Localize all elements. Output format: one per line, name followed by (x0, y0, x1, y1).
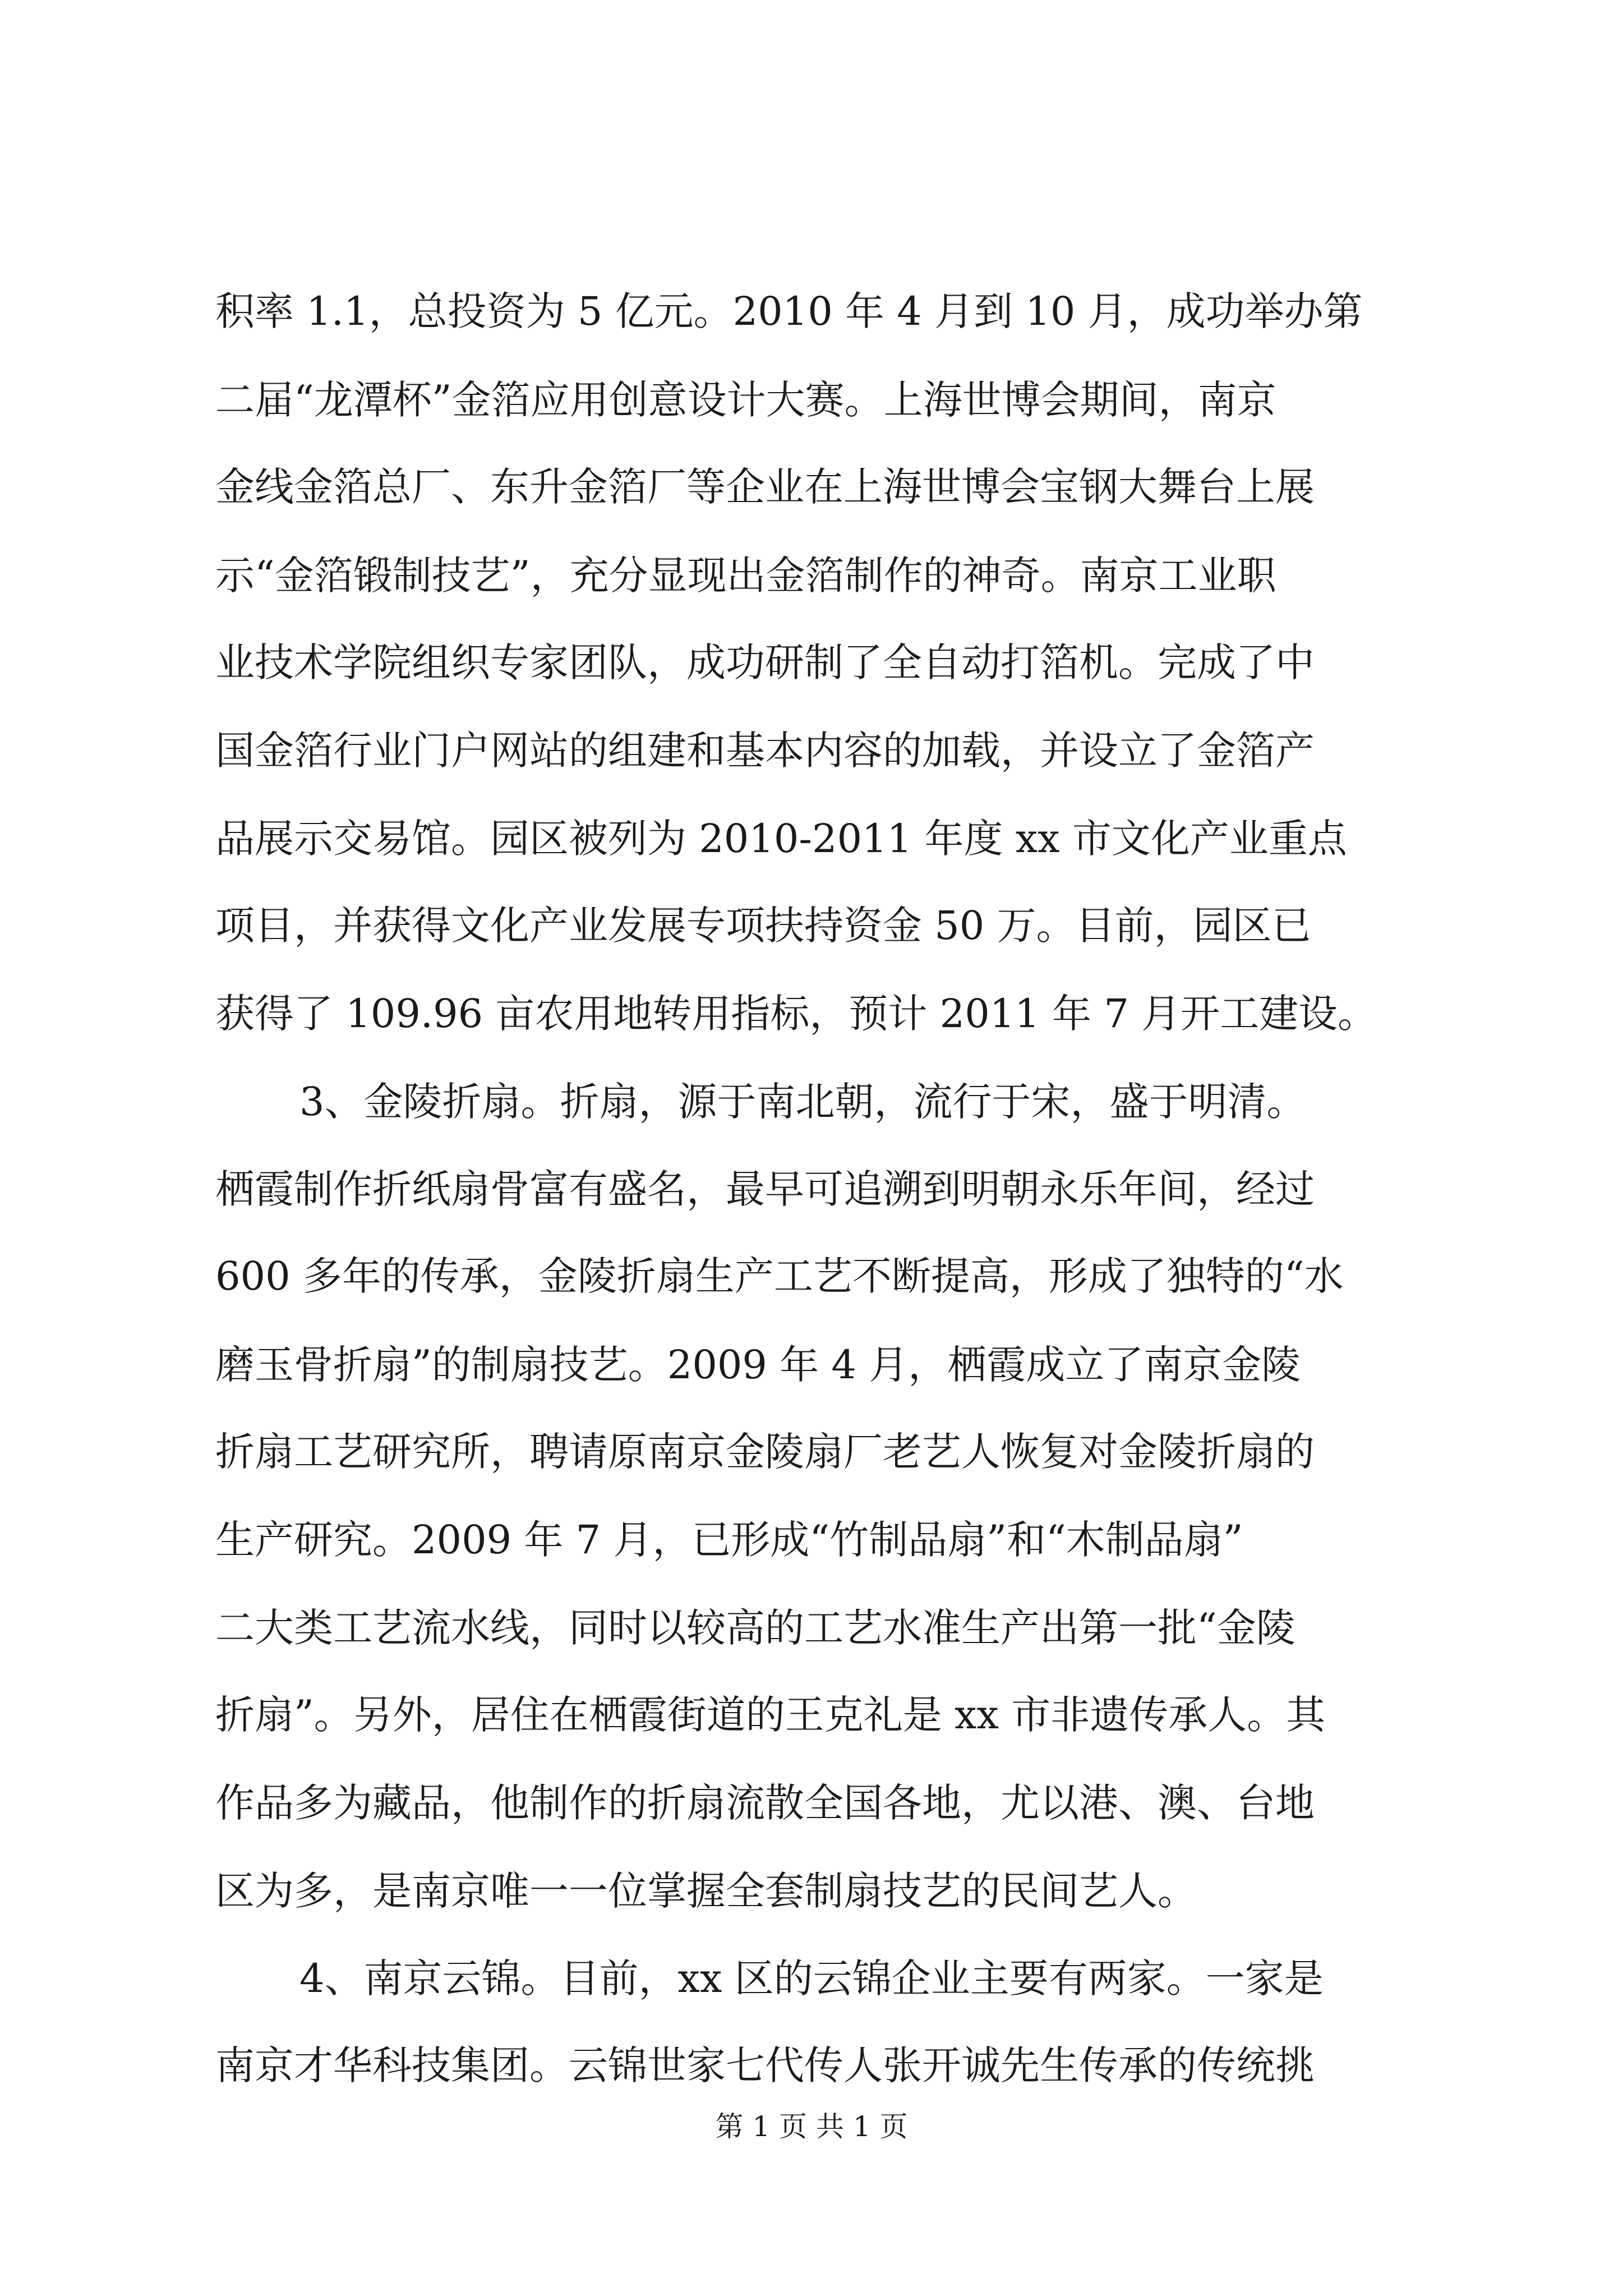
body-text-line: 二大类工艺流水线，同时以较高的工艺水准生产出第一批“金陵 (215, 1605, 1295, 1651)
body-text-line: 折扇工艺研究所，聘请原南京金陵扇厂老艺人恢复对金陵折扇的 (215, 1429, 1315, 1475)
body-text-line: 二届“龙潭杯”金箔应用创意设计大赛。上海世博会期间，南京 (215, 377, 1276, 423)
body-text-line: 项目，并获得文化产业发展专项扶持资金 50 万。目前，园区已 (215, 903, 1311, 949)
body-text-line: 获得了 109.96 亩农用地转用指标，预计 2011 年 7 月开工建设。 (215, 991, 1377, 1037)
body-text-line: 国金箔行业门户网站的组建和基本内容的加载，并设立了金箔产 (215, 728, 1315, 774)
body-text-line: 折扇”。另外，居住在栖霞街道的王克礼是 xx 市非遗传承人。其 (215, 1692, 1326, 1738)
body-text-line: 品展示交易馆。园区被列为 2010-2011 年度 xx 市文化产业重点 (215, 816, 1347, 862)
body-text-line: 示“金箔锻制技艺”，充分显现出金箔制作的神奇。南京工业职 (215, 553, 1276, 599)
body-text-line: 业技术学院组织专家团队，成功研制了全自动打箔机。完成了中 (215, 639, 1315, 685)
body-text-line: 金线金箔总厂、东升金箔厂等企业在上海世博会宝钢大舞台上展 (215, 464, 1315, 510)
paragraph-start-line: 4、南京云锦。目前，xx 区的云锦企业主要有两家。一家是 (299, 1955, 1324, 2001)
body-text-line: 区为多，是南京唯一一位掌握全套制扇技艺的民间艺人。 (215, 1868, 1197, 1914)
body-text-line: 生产研究。2009 年 7 月，已形成“竹制品扇”和“木制品扇” (215, 1517, 1243, 1563)
body-text-line: 栖霞制作折纸扇骨富有盛名，最早可追溯到明朝永乐年间，经过 (215, 1166, 1315, 1212)
body-text-line: 积率 1.1，总投资为 5 亿元。2010 年 4 月到 10 月，成功举办第 (215, 288, 1363, 334)
body-text-line: 作品多为藏品，他制作的折扇流散全国各地，尤以港、澳、台地 (215, 1780, 1315, 1826)
body-text-line: 600 多年的传承，金陵折扇生产工艺不断提高，形成了独特的“水 (215, 1253, 1344, 1299)
body-text-line: 南京才华科技集团。云锦世家七代传人张开诚先生传承的传统挑 (215, 2042, 1315, 2088)
body-text-line: 磨玉骨折扇”的制扇技艺。2009 年 4 月，栖霞成立了南京金陵 (215, 1342, 1301, 1388)
paragraph-start-line: 3、金陵折扇。折扇，源于南北朝，流行于宋，盛于明清。 (299, 1079, 1306, 1125)
page-number-footer: 第 1 页 共 1 页 (715, 2110, 908, 2143)
